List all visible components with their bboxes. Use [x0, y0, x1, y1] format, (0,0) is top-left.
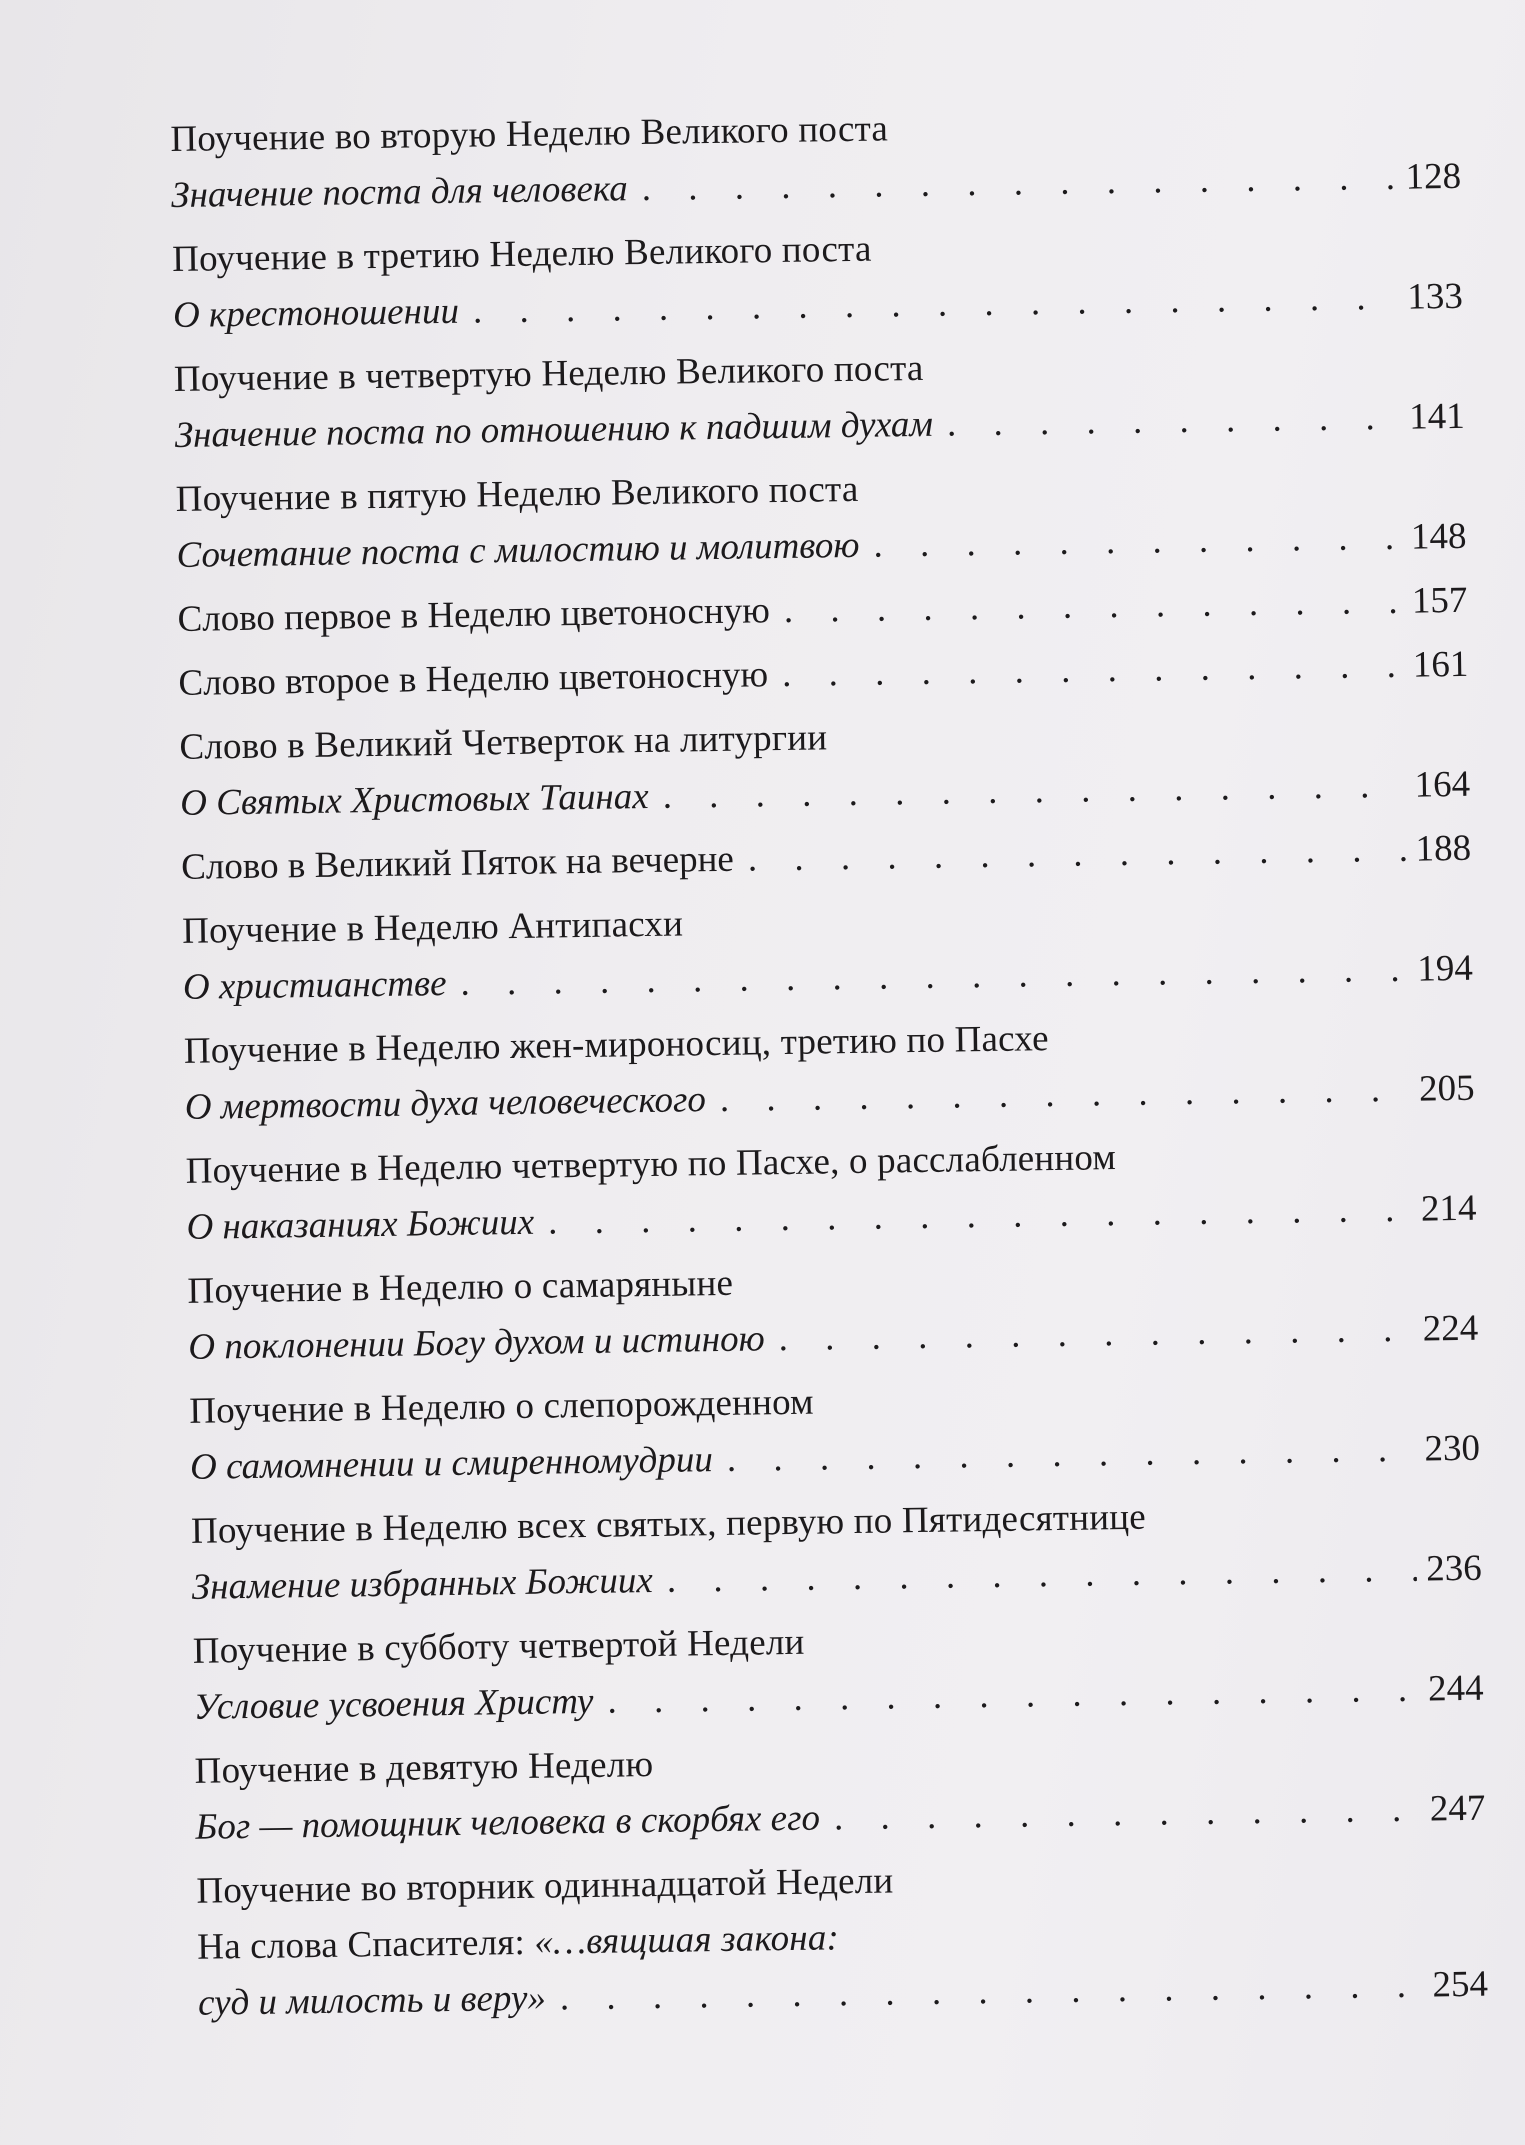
page-number: 188	[1415, 827, 1472, 870]
page-number: 141	[1408, 395, 1465, 438]
page-number: 244	[1427, 1667, 1484, 1710]
toc-entry	[170, 93, 1462, 224]
page-number: 157	[1411, 579, 1468, 622]
toc-entry	[174, 333, 1466, 464]
toc-entry	[194, 1725, 1486, 1856]
entry-subtitle: О наказаниях Божиих	[186, 1201, 535, 1248]
dot-leader	[834, 1782, 1421, 1847]
dot-leader	[947, 390, 1400, 453]
entry-title: Поучение в пятую Неделю Великого поста	[175, 468, 859, 520]
entry-subtitle: О поклонении Богу духом и истиною	[188, 1318, 765, 1368]
toc-entry-row	[177, 573, 1468, 648]
entry-subtitle: суд и милость и веру»	[197, 1977, 547, 2024]
dot-leader	[607, 1662, 1418, 1730]
entry-title: Слово в Великий Четверток на литургии	[179, 717, 828, 768]
page-number: 247	[1429, 1787, 1486, 1830]
page-number: 254	[1432, 1963, 1489, 2006]
dot-leader	[662, 758, 1405, 825]
dot-leader	[873, 510, 1401, 574]
toc-entry	[196, 1845, 1488, 2032]
subtitle-quote: «…вящшая закона:	[534, 1917, 840, 1963]
toc-entry-row	[178, 637, 1469, 712]
entry-title: Поучение в четвертую Неделю Великого поста	[173, 347, 924, 400]
dot-leader	[778, 1302, 1413, 1367]
entry-subtitle: О христианстве	[182, 962, 447, 1008]
dot-leader	[783, 574, 1402, 639]
entry-subtitle: Бог — помощник человека в скорбях его	[195, 1797, 821, 1848]
toc-entry	[175, 453, 1467, 584]
page-number: 128	[1405, 155, 1462, 198]
entry-title: Поучение в Неделю Антипасхи	[181, 903, 684, 952]
entry-title: Поучение в Неделю о самаряныне	[187, 1262, 734, 1312]
toc-entry	[178, 637, 1469, 712]
page-number: 164	[1414, 763, 1471, 806]
entry-subtitle: О крестоношении	[172, 290, 460, 336]
page-number: 230	[1424, 1427, 1481, 1470]
dot-leader	[641, 150, 1396, 217]
dot-leader	[726, 1422, 1414, 1488]
page-number: 194	[1417, 947, 1474, 990]
entry-subtitle: О Святых Христовых Таинах	[179, 775, 649, 824]
page-number: 148	[1410, 515, 1467, 558]
entry-title: Поучение в Неделю всех святых, первую по Пятидесятнице	[190, 1496, 1147, 1552]
dot-leader	[747, 822, 1406, 888]
toc-entry	[181, 821, 1472, 896]
entry-subtitle: Условие усвоения Христу	[193, 1680, 594, 1728]
entry-subtitle: Значение поста для человека	[170, 168, 629, 216]
entry-title: Слово второе в Неделю цветоносную	[178, 654, 769, 704]
entry-title: Поучение в субботу четвертой Недели	[192, 1621, 805, 1672]
entry-title: Поучение в девятую Неделю	[194, 1744, 654, 1792]
toc-entry	[185, 1125, 1477, 1256]
subtitle-prefix: На слова Спасителя:	[196, 1921, 535, 1968]
toc-entry	[192, 1605, 1484, 1736]
toc-entry	[182, 885, 1474, 1016]
entry-title: Поучение в третию Неделю Великого поста	[171, 228, 872, 280]
dot-leader	[559, 1958, 1422, 2027]
dot-leader	[548, 1182, 1412, 1251]
page-number: 236	[1425, 1547, 1483, 1590]
entry-title: Слово в Великий Пяток на вечерне	[180, 838, 735, 888]
toc-entry	[184, 1005, 1476, 1136]
dot-leader	[719, 1062, 1409, 1128]
page-number: 205	[1418, 1067, 1475, 1110]
toc-entry	[189, 1365, 1481, 1496]
page-number: 214	[1420, 1187, 1477, 1230]
entry-title: Поучение во вторник одиннадцатой Недели	[196, 1860, 894, 1912]
entry-title: Слово первое в Неделю цветоносную	[177, 590, 771, 640]
toc-entry	[177, 573, 1468, 648]
entry-title: Поучение в Неделю о слепорожденном	[188, 1381, 814, 1432]
entry-subtitle: О самомнении и смиренномудрии	[189, 1439, 714, 1488]
toc-entry-row	[181, 821, 1472, 896]
toc-entry	[187, 1245, 1479, 1376]
entry-subtitle: О мертвости духа человеческого	[184, 1079, 707, 1128]
table-of-contents	[170, 93, 1488, 2040]
dot-leader	[666, 1542, 1416, 1609]
page-number: 161	[1412, 643, 1469, 686]
entry-subtitle: Значение поста по отношению к падшим духам	[174, 403, 934, 456]
entry-title: Поучение в Неделю жен-мироносиц, третию по Пасхе	[183, 1018, 1049, 1072]
toc-entry	[191, 1485, 1483, 1616]
dot-leader	[782, 638, 1404, 703]
page-number: 224	[1422, 1307, 1479, 1350]
entry-subtitle: Знамение избранных Божиих	[191, 1560, 654, 1608]
page-number: 133	[1407, 275, 1464, 318]
entry-title: Поучение во вторую Неделю Великого поста	[170, 108, 889, 160]
toc-entry	[172, 213, 1464, 344]
entry-title: Поучение в Неделю четвертую по Пасхе, о расслабленном	[185, 1137, 1117, 1192]
entry-subtitle: Сочетание поста с милостию и молитвою	[176, 524, 860, 576]
toc-entry	[179, 701, 1471, 832]
